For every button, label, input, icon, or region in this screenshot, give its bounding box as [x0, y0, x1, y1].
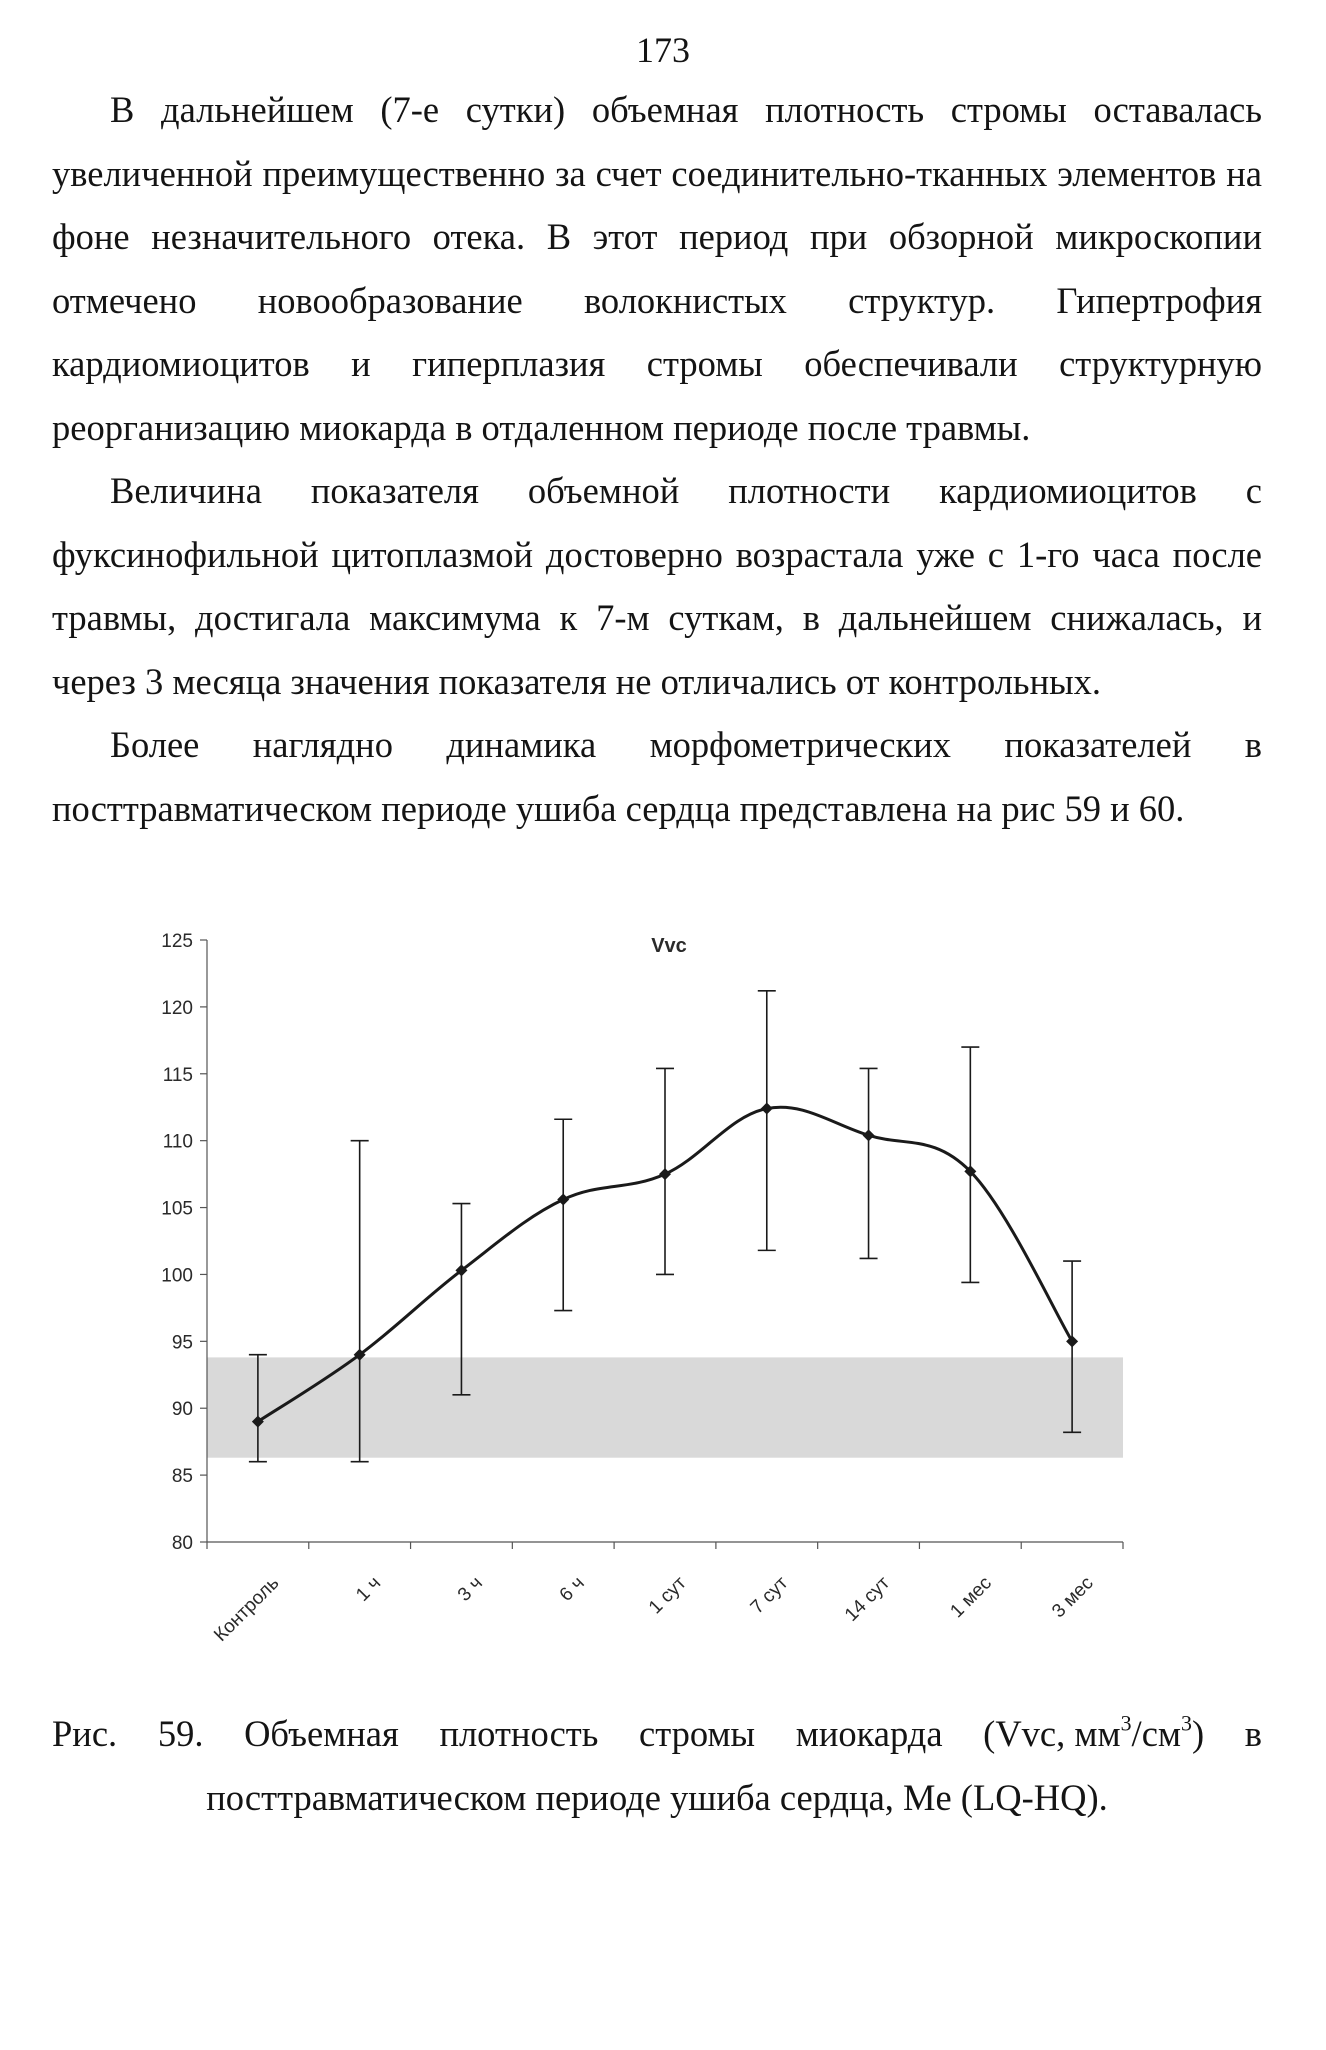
caption-word: Объемная — [244, 1713, 399, 1754]
reference-band — [207, 1357, 1123, 1457]
paragraph: Более наглядно динамика морфометрических показателей в посттравматическом периоде ушиба сердца представлена на рис 59 и 60. — [52, 724, 1262, 829]
x-tick-label: 1 сут — [644, 1572, 691, 1619]
x-tick-label: 6 ч — [555, 1572, 589, 1606]
y-tick-label: 125 — [161, 931, 193, 952]
y-tick-label: 105 — [161, 1198, 193, 1220]
figure-59-chart — [0, 900, 1326, 1680]
caption-unit-a: мм — [1074, 1713, 1121, 1754]
data-point — [557, 1194, 569, 1206]
x-tick-label: 7 сут — [746, 1572, 793, 1619]
caption-label: Рис. — [52, 1713, 118, 1754]
x-tick-label: 3 мес — [1048, 1572, 1098, 1623]
chart-svg — [0, 900, 1326, 1680]
caption-exp-b: 3 — [1181, 1710, 1192, 1736]
caption-word: миокарда — [795, 1713, 943, 1754]
y-tick-label: 110 — [162, 1131, 193, 1153]
caption-unit-sep: /см — [1131, 1713, 1181, 1754]
body-text — [52, 78, 1262, 840]
caption-exp-a: 3 — [1120, 1710, 1132, 1736]
caption-number: 59. — [157, 1713, 204, 1754]
y-tick-label: 80 — [171, 1533, 193, 1554]
paragraph: В дальнейшем (7-е сутки) объемная плотность стромы оставалась увеличенной преимущественно за счет соединительно-тканных элементов на фоне незначительного отека. В этот период при обзорной микроскопии отмечено новообразование волокнистых структур. Гипертрофия кардиомиоцитов и гиперплазия стромы обеспечивали структурную реорганизацию миокарда в отдаленном периоде после травмы. — [52, 89, 1262, 448]
caption-units-open: (Vvc, — [983, 1713, 1066, 1754]
x-tick-label: 3 ч — [453, 1572, 487, 1606]
x-tick-label: Контроль — [210, 1572, 284, 1646]
y-tick-label: 100 — [161, 1265, 193, 1287]
y-tick-label: 115 — [162, 1064, 193, 1086]
caption-units-close: ) — [1191, 1713, 1205, 1754]
data-point — [761, 1103, 773, 1115]
x-tick-label: 14 сут — [840, 1572, 895, 1626]
paragraph: Величина показателя объемной плотности кардиомиоцитов с фуксинофильной цитоплазмой достоверно возрастала уже с 1-го часа после травмы, достигала максимума к 7-м суткам, в дальнейшем снижалась, и через 3 месяца значения показателя не отличались от контрольных. — [52, 470, 1262, 702]
y-tick-label: 90 — [171, 1399, 193, 1421]
caption-word: плотность — [439, 1713, 599, 1754]
caption-line-1 — [52, 1702, 1262, 1766]
page-number: 173 — [636, 30, 690, 70]
caption-line-2: посттравматическом периоде ушиба сердца, Me (LQ-HQ). — [206, 1777, 1108, 1818]
chart-title: Vvc — [651, 935, 687, 957]
y-tick-label: 120 — [161, 997, 193, 1019]
figure-caption — [52, 1702, 1262, 1830]
x-tick-label: 1 мес — [946, 1572, 996, 1623]
caption-word: стромы — [639, 1713, 756, 1754]
data-point — [1066, 1335, 1078, 1347]
data-point — [863, 1129, 875, 1141]
x-tick-label: 1 ч — [352, 1572, 386, 1606]
y-tick-label: 95 — [171, 1332, 193, 1354]
caption-word: в — [1244, 1713, 1262, 1754]
data-point — [659, 1168, 671, 1180]
y-tick-label: 85 — [171, 1466, 193, 1488]
caption-units — [983, 1702, 1204, 1766]
